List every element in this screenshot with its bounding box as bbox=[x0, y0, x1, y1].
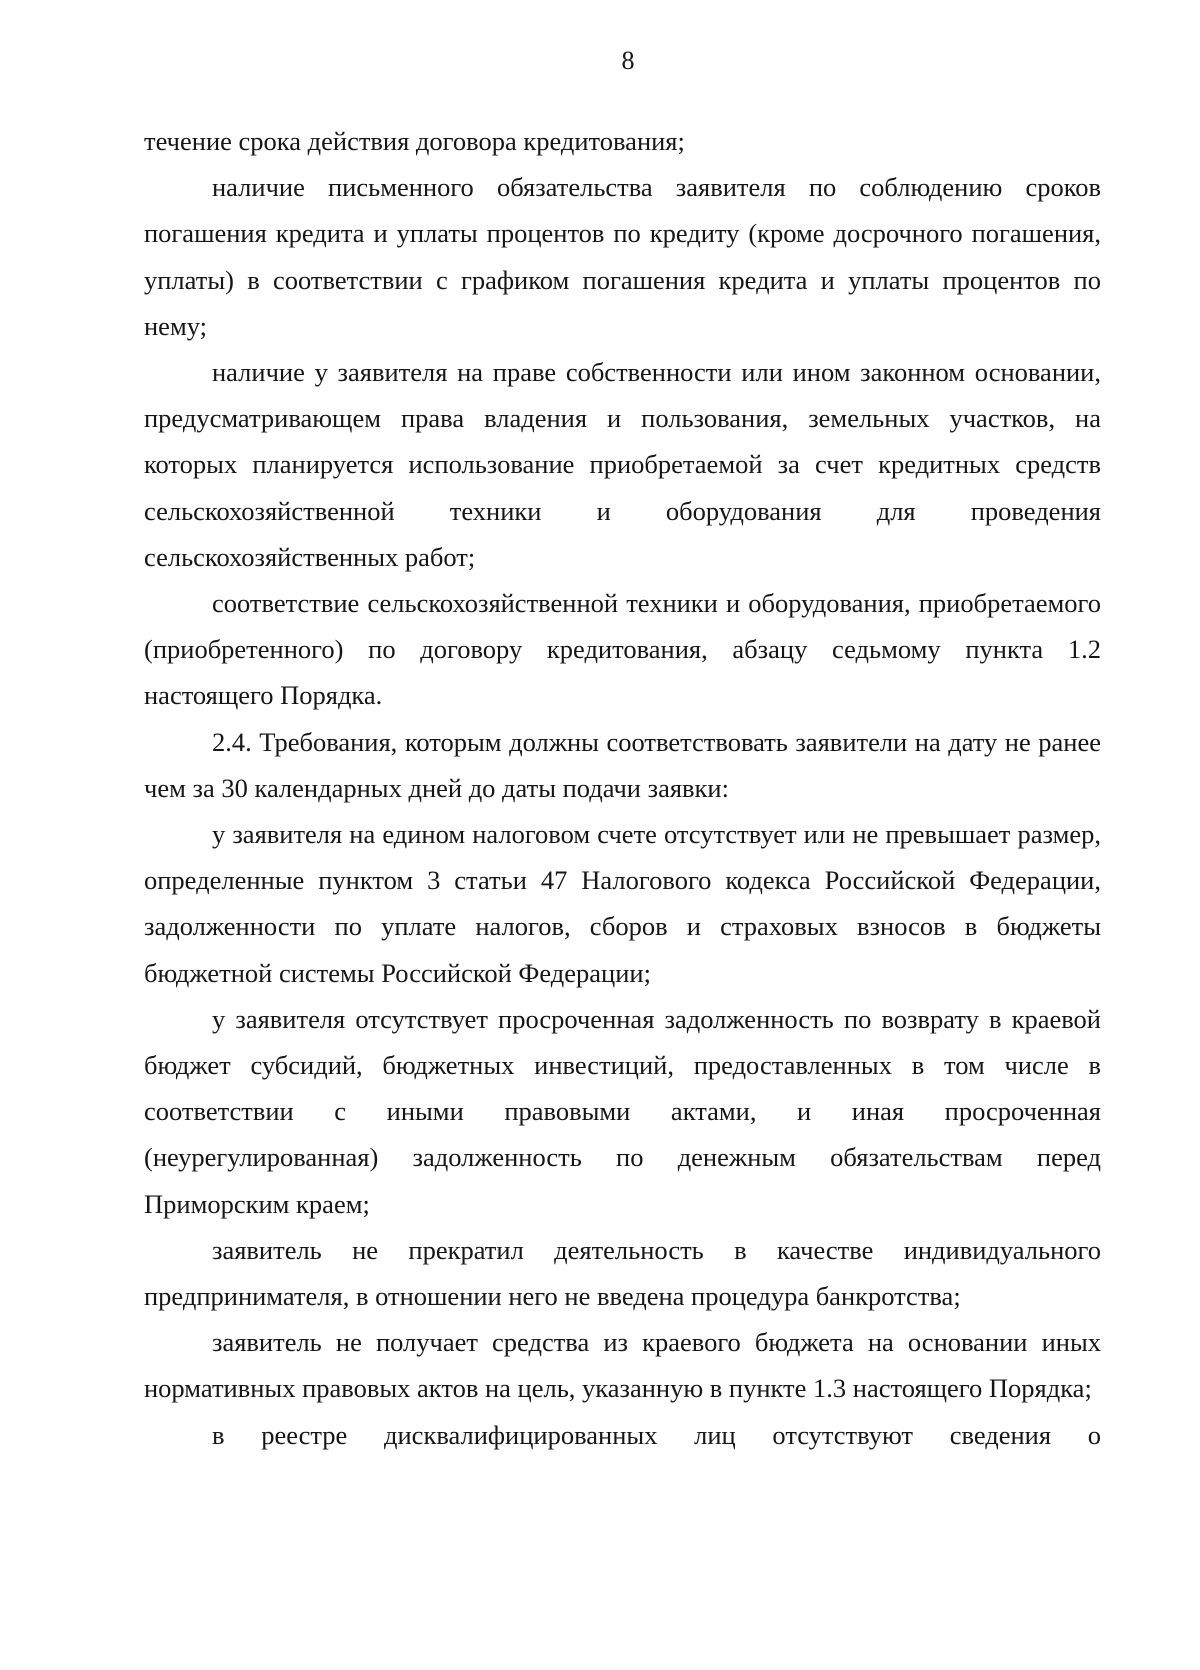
paragraph-bankruptcy: заявитель не прекратил деятельность в качестве индивидуального предпринимателя, в отношении него не введена процедура банкротства; bbox=[144, 1234, 1101, 1312]
paragraph-written-obligation: наличие письменного обязательства заявителя по соблюдению сроков погашения кредита и уплаты процентов по кредиту (кроме досрочного погашения, уплаты) в соответствии с графиком погашения кредита и уплаты процентов по нему; bbox=[144, 172, 1101, 341]
paragraph-land-ownership: наличие у заявителя на праве собственности или ином законном основании, предусматривающем права владения и пользования, земельных участков, на которых планируется использование приобретаемой за счет кредитных средств сельскохозяйственной техники и оборудования для проведения сельскохозяйственных работ; bbox=[144, 357, 1101, 572]
page-number: 8 bbox=[621, 46, 635, 75]
paragraph-disqualified-registry: в реестре дисквалифицированных лиц отсутствуют сведения о bbox=[212, 1419, 1101, 1450]
paragraph-continuation: течение срока действия договора кредитования; bbox=[144, 126, 685, 156]
document-body bbox=[144, 118, 1101, 1458]
paragraph-overdue-debt: у заявителя отсутствует просроченная задолженность по возврату в краевой бюджет субсидий, бюджетных инвестиций, предоставленных в том числе в соответствии с иными правовыми актами, и иная просроченная (неурегулированная) задолженность по денежным обязательствам перед Приморским краем; bbox=[144, 1003, 1101, 1219]
paragraph-equipment-compliance: соответствие сельскохозяйственной техники и оборудования, приобретаемого (приобретенного) по договору кредитования, абзацу седьмому пункта 1.2 настоящего Порядка. bbox=[144, 588, 1101, 711]
paragraph-tax-debt: у заявителя на едином налоговом счете отсутствует или не превышает размер, определенные пунктом 3 статьи 47 Налогового кодекса Российской Федерации, задолженности по уплате налогов, сборов и страховых взносов в бюджеты бюджетной системы Российской Федерации; bbox=[144, 819, 1101, 988]
paragraph-no-other-funds: заявитель не получает средства из краевого бюджета на основании иных нормативных правовых актов на цель, указанную в пункте 1.3 настоящего Порядка; bbox=[144, 1327, 1101, 1404]
paragraph-requirements-2-4: 2.4. Требования, которым должны соответствовать заявители на дату не ранее чем за 30 календарных дней до даты подачи заявки: bbox=[144, 726, 1101, 803]
